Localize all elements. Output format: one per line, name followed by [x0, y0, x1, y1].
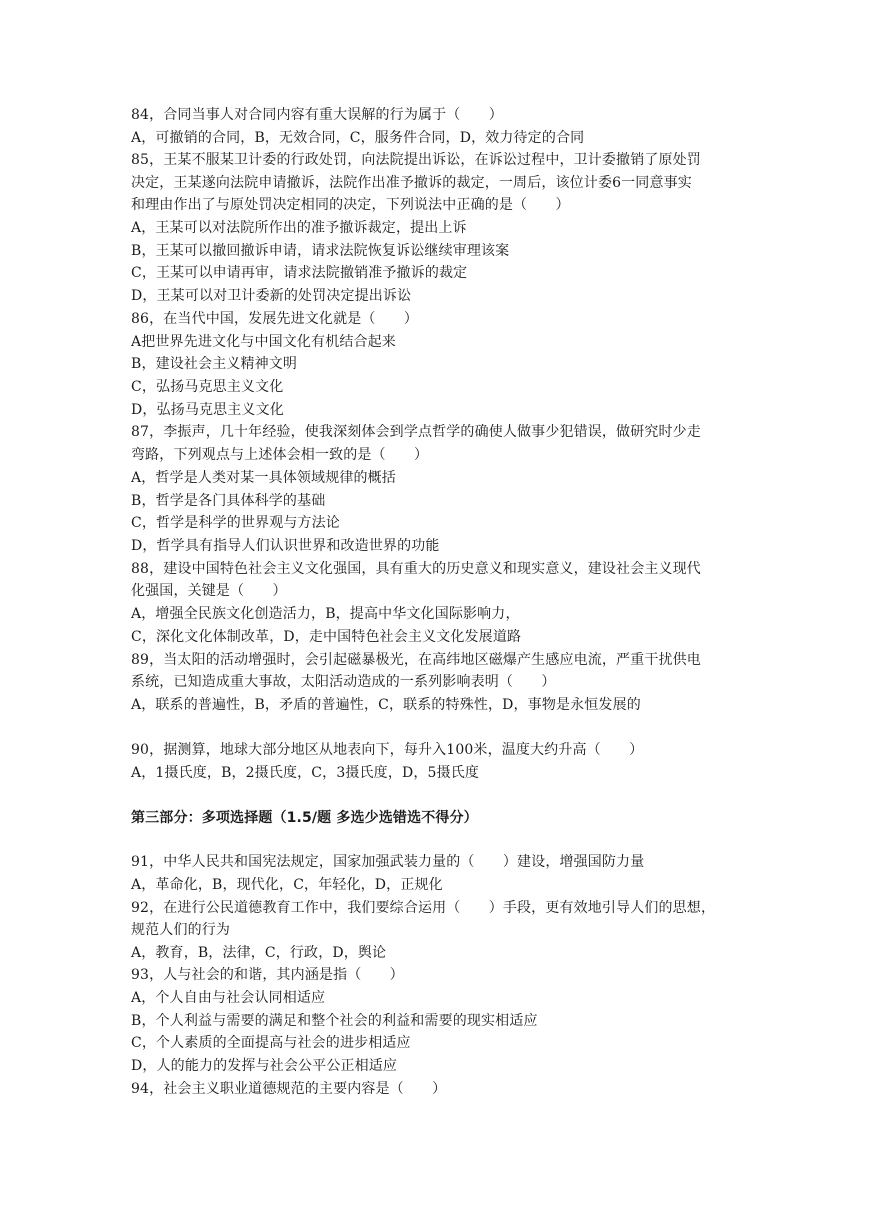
question-90-options: A，1摄氏度，B，2摄氏度，C，3摄氏度，D，5摄氏度 — [131, 765, 480, 781]
question-92-stem-line-2: 规范人们的行为 — [131, 922, 231, 938]
question-88-stem-line-1: 88，建设中国特色社会主义文化强国，具有重大的历史意义和现实意义，建设社会主义现代 — [131, 561, 701, 577]
question-84-stem: 84，合同当事人对合同内容有重大误解的行为属于（ ） — [131, 107, 503, 123]
question-85-option-a: A，王某可以对法院所作出的准予撤诉裁定，提出上诉 — [131, 220, 467, 236]
question-85-option-b: B，王某可以撤回撤诉申请，请求法院恢复诉讼继续审理该案 — [131, 243, 510, 259]
question-88-stem-line-2: 化强国，关键是（ ） — [131, 583, 287, 599]
question-93-option-d: D，人的能力的发挥与社会公平公正相适应 — [131, 1058, 398, 1074]
question-89-options: A，联系的普遍性，B，矛盾的普遍性，C，联系的特殊性，D，事物是永恒发展的 — [131, 697, 641, 713]
question-85-option-c: C，王某可以申请再审，请求法院撤销准予撤诉的裁定 — [131, 265, 468, 281]
question-93-option-c: C，个人素质的全面提高与社会的进步相适应 — [131, 1035, 411, 1051]
question-89-stem-line-2: 系统，已知造成重大事故，太阳活动造成的一系列影响表明（ ） — [131, 674, 556, 690]
question-87-option-c: C，哲学是科学的世界观与方法论 — [131, 515, 340, 531]
question-85-stem-line-1: 85，王某不服某卫计委的行政处罚，向法院提出诉讼，在诉讼过程中，卫计委撤销了原处罚 — [131, 152, 701, 168]
question-90-stem: 90，据测算，地球大部分地区从地表向下，每升入100米，温度大约升高（ ） — [131, 742, 644, 758]
question-93-option-a: A，个人自由与社会认同相适应 — [131, 990, 326, 1006]
question-87-option-d: D，哲学具有指导人们认识世界和改造世界的功能 — [131, 538, 440, 554]
question-94-stem: 94，社会主义职业道德规范的主要内容是（ ） — [131, 1081, 447, 1097]
question-91-options: A，革命化，B，现代化，C，年轻化，D，正规化 — [131, 877, 443, 893]
question-86-stem: 86，在当代中国，发展先进文化就是（ ） — [131, 311, 418, 327]
question-87-option-a: A，哲学是人类对某一具体领域规律的概括 — [131, 470, 396, 486]
question-85-stem-line-3: 和理由作出了与原处罚决定相同的决定，下列说法中正确的是（ ） — [131, 197, 570, 213]
question-88-options-ab: A，增强全民族文化创造活力，B，提高中华文化国际影响力， — [131, 606, 520, 622]
question-91-stem: 91，中华人民共和国宪法规定，国家加强武装力量的（ ）建设，增强国防力量 — [131, 854, 645, 870]
question-86-option-b: B，建设社会主义精神文明 — [131, 356, 298, 372]
question-87-option-b: B，哲学是各门具体科学的基础 — [131, 493, 326, 509]
question-85-option-d: D，王某可以对卫计委新的处罚决定提出诉讼 — [131, 288, 412, 304]
question-92-stem-line-1: 92，在进行公民道德教育工作中，我们要综合运用（ ）手段，更有效地引导人们的思想， — [131, 900, 716, 916]
question-87-stem-line-1: 87，李振声，几十年经验，使我深刻体会到学点哲学的确使人做事少犯错误，做研究时少走 — [131, 424, 701, 440]
question-89-stem-line-1: 89，当太阳的活动增强时，会引起磁暴极光，在高纬地区磁爆产生感应电流，严重干扰供电 — [131, 652, 701, 668]
question-86-option-c: C，弘扬马克思主义文化 — [131, 379, 284, 395]
question-92-options: A，教育，B，法律，C，行政，D，舆论 — [131, 945, 387, 961]
question-93-stem: 93，人与社会的和谐，其内涵是指（ ） — [131, 967, 404, 983]
question-86-option-a: A把世界先进文化与中国文化有机结合起来 — [131, 334, 396, 350]
question-86-option-d: D，弘扬马克思主义文化 — [131, 402, 284, 418]
question-93-option-b: B，个人利益与需要的满足和整个社会的利益和需要的现实相适应 — [131, 1013, 538, 1029]
question-87-stem-line-2: 弯路，下列观点与上述体会相一致的是（ ） — [131, 447, 429, 463]
question-85-stem-line-2: 决定，王某遂向法院申请撤诉，法院作出准予撤诉的裁定，一周后，该位计委6一同意事实 — [131, 175, 692, 191]
question-84-options: A，可撤销的合同，B，无效合同，C，服务件合同，D，效力待定的合同 — [131, 130, 585, 146]
section-heading: 第三部分：多项选择题（1.5/题 多选少选错选不得分） — [131, 810, 478, 826]
question-88-options-cd: C，深化文化体制改革，D，走中国特色社会主义文化发展道路 — [131, 629, 522, 645]
